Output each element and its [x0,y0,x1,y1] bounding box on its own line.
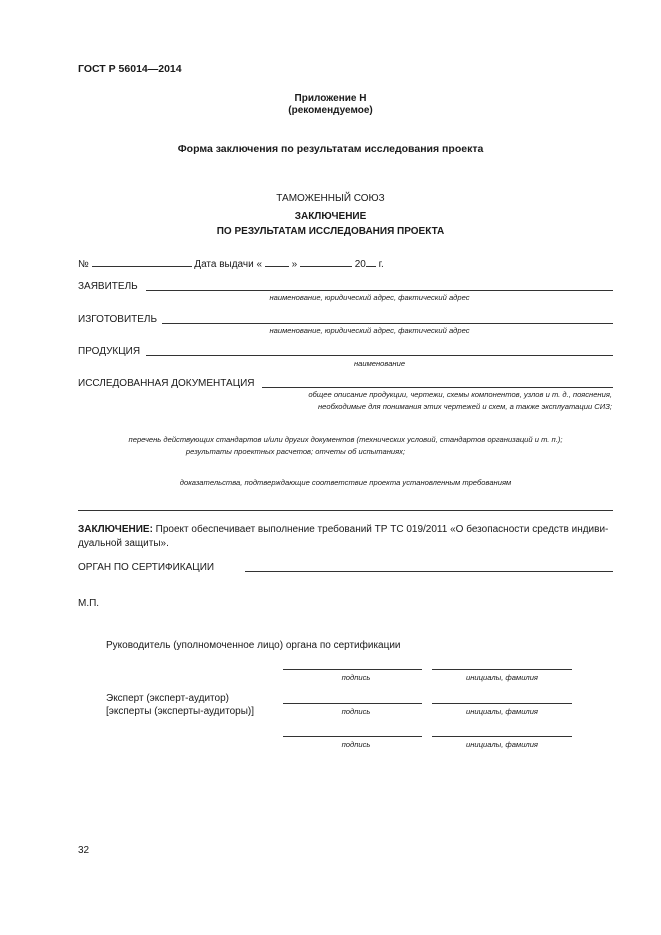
expert-name-hint: инициалы, фамилия [466,707,538,716]
conclusion-subtitle: ПО РЕЗУЛЬТАТАМ ИССЛЕДОВАНИЯ ПРОЕКТА [216,226,445,237]
head-signatory-label: Руководитель (уполномоченное лицо) органа по сертификации [106,640,401,651]
documentation-hint-1: общее описание продукции, чертежи, схемы компонентов, узлов и т. д., пояснения, [308,390,612,399]
documentation-hint-3: перечень действующих стандартов и/или других документов (технических условий, стандартов организаций и т. п.); [128,435,563,444]
certification-body-field[interactable] [245,571,613,572]
head-name-field[interactable] [432,669,572,670]
conclusion-body: Проект обеспечивает выполнение требований ТР ТС 019/2011 «О безопасности средств индиви- [152,524,609,535]
product-field[interactable] [146,355,613,356]
year-prefix: 20 [354,259,366,270]
product-label: ПРОДУКЦИЯ [78,346,141,357]
conclusion-title: ЗАКЛЮЧЕНИЕ [294,211,367,222]
year-field[interactable] [366,257,376,267]
number-date-line [78,257,384,270]
union-name: ТАМОЖЕННЫЙ СОЮЗ [276,193,385,204]
page-number: 32 [78,845,90,856]
quote-close: » [291,259,298,270]
expert2-signature-field[interactable] [283,736,422,737]
expert2-name-hint: инициалы, фамилия [466,740,538,749]
year-suffix: г. [378,259,384,270]
applicant-hint: наименование, юридический адрес, фактический адрес [269,293,470,302]
form-title: Форма заключения по результатам исследования проекта [177,143,484,155]
month-field[interactable] [300,257,352,267]
expert2-name-field[interactable] [432,736,572,737]
documentation-field[interactable] [262,387,613,388]
documentation-hint-4: результаты проектных расчетов; отчеты об испытаниях; [185,447,406,456]
manufacturer-label: ИЗГОТОВИТЕЛЬ [78,314,158,325]
documentation-hint-5: доказательства, подтверждающие соответствие проекта установленным требованиям [179,478,512,487]
expert-signature-field[interactable] [283,703,422,704]
annex-status: (рекомендуемое) [288,105,373,116]
conclusion-text-2: дуальной защиты». [78,538,169,549]
conclusion-label: ЗАКЛЮЧЕНИЕ: [78,524,153,535]
applicant-field[interactable] [146,290,613,291]
certification-body-label: ОРГАН ПО СЕРТИФИКАЦИИ [78,562,215,573]
number-field[interactable] [92,257,192,267]
expert-signature-hint: подпись [341,707,371,716]
standard-code: ГОСТ Р 56014—2014 [78,63,182,75]
number-sign: № [78,259,89,270]
day-field[interactable] [265,257,289,267]
head-signature-hint: подпись [341,673,371,682]
manufacturer-field[interactable] [162,323,613,324]
documentation-extra-line[interactable] [78,510,613,511]
expert-label-1: Эксперт (эксперт-аудитор) [106,693,229,704]
head-name-hint: инициалы, фамилия [466,673,538,682]
stamp-place: М.П. [78,598,100,609]
expert2-signature-hint: подпись [341,740,371,749]
conclusion-text-1 [78,524,608,535]
applicant-label: ЗАЯВИТЕЛЬ [78,281,138,292]
documentation-hint-2: необходимые для понимания этих чертежей и схем, а также эксплуатации СИЗ; [317,402,612,411]
documentation-label: ИССЛЕДОВАННАЯ ДОКУМЕНТАЦИЯ [78,378,255,389]
manufacturer-hint: наименование, юридический адрес, фактический адрес [269,326,470,335]
annex-title: Приложение Н [294,93,367,104]
expert-label-2: [эксперты (эксперты-аудиторы)] [106,706,254,717]
issue-date-label: Дата выдачи « [194,259,263,270]
expert-name-field[interactable] [432,703,572,704]
head-signature-field[interactable] [283,669,422,670]
product-hint: наименование [353,359,406,368]
